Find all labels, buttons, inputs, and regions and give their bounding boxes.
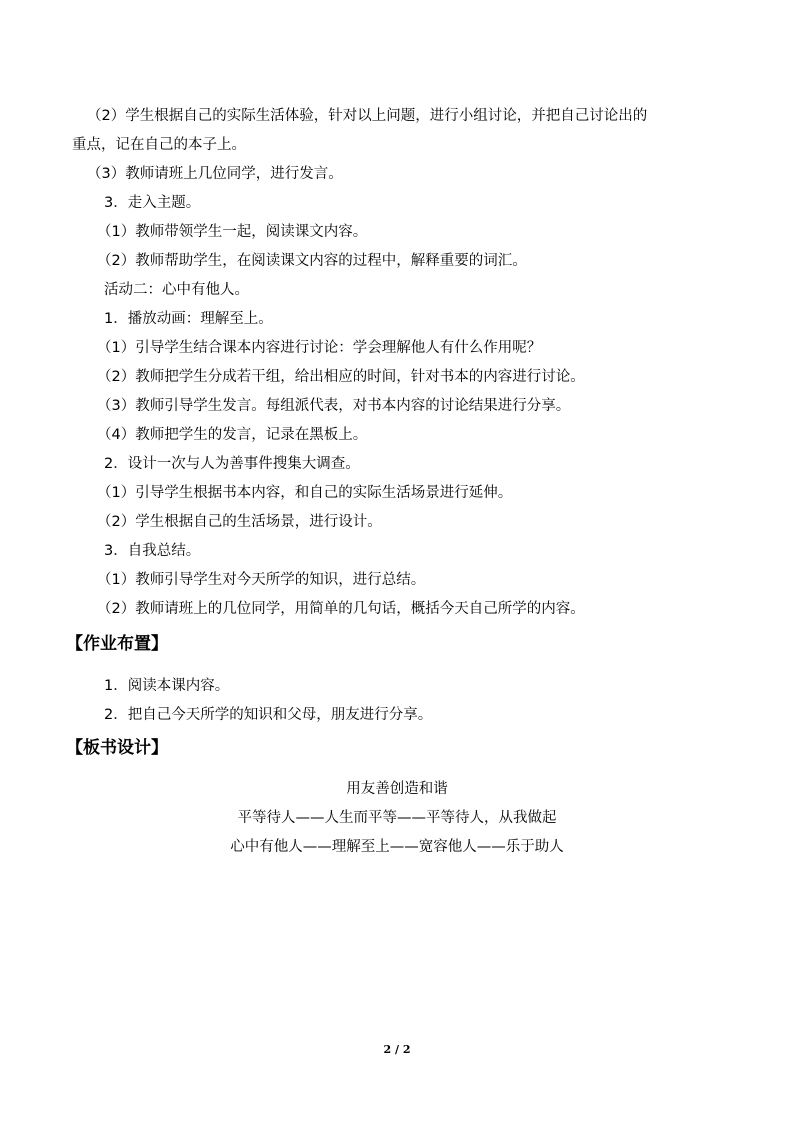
paragraph-line: （1）引导学生根据书本内容，和自己的实际生活场景进行延伸。 bbox=[97, 485, 513, 501]
board-line: 平等待人——人生而平等——平等待人，从我做起 bbox=[237, 810, 557, 826]
paragraph-line: （1）教师带领学生一起，阅读课文内容。 bbox=[97, 224, 368, 240]
homework-item: 2．把自己今天所学的知识和父母，朋友进行分享。 bbox=[104, 707, 433, 723]
paragraph-line: （4）教师把学生的发言，记录在黑板上。 bbox=[97, 427, 368, 443]
paragraph-line: 重点，记在自己的本子上。 bbox=[72, 137, 246, 153]
step-heading: 3．走入主题。 bbox=[104, 195, 201, 211]
board-title: 用友善创造和谐 bbox=[346, 781, 448, 797]
paragraph-line: （3）教师引导学生发言。每组派代表，对书本内容的讨论结果进行分享。 bbox=[97, 398, 571, 414]
paragraph-line: （3）教师请班上几位同学，进行发言。 bbox=[87, 166, 343, 182]
step-heading: 1．播放动画：理解至上。 bbox=[104, 311, 273, 327]
paragraph-line: （1）引导学生结合课本内容进行讨论：学会理解他人有什么作用呢？ bbox=[97, 340, 542, 356]
paragraph-line: （2）学生根据自己的实际生活体验，针对以上问题，进行小组讨论，并把自己讨论出的 bbox=[87, 108, 648, 124]
paragraph-line: （2）教师把学生分成若干组，给出相应的时间，针对书本的内容进行讨论。 bbox=[97, 369, 585, 385]
paragraph-line: （2）教师帮助学生，在阅读课文内容的过程中，解释重要的词汇。 bbox=[97, 253, 527, 269]
paragraph-line: （2）学生根据自己的生活场景，进行设计。 bbox=[97, 514, 382, 530]
step-heading: 3．自我总结。 bbox=[104, 543, 201, 559]
homework-heading: 【作业布置】 bbox=[66, 634, 168, 654]
board-design-heading: 【板书设计】 bbox=[66, 738, 168, 758]
paragraph-line: （1）教师引导学生对今天所学的知识，进行总结。 bbox=[97, 572, 426, 588]
homework-item: 1．阅读本课内容。 bbox=[104, 678, 230, 694]
board-line: 心中有他人——理解至上——宽容他人——乐于助人 bbox=[230, 839, 564, 855]
paragraph-line: （2）教师请班上的几位同学，用简单的几句话，概括今天自己所学的内容。 bbox=[97, 601, 585, 617]
activity-heading: 活动二：心中有他人。 bbox=[104, 282, 249, 298]
step-heading: 2．设计一次与人为善事件搜集大调查。 bbox=[104, 456, 360, 472]
page-number: 2 / 2 bbox=[383, 1043, 411, 1056]
